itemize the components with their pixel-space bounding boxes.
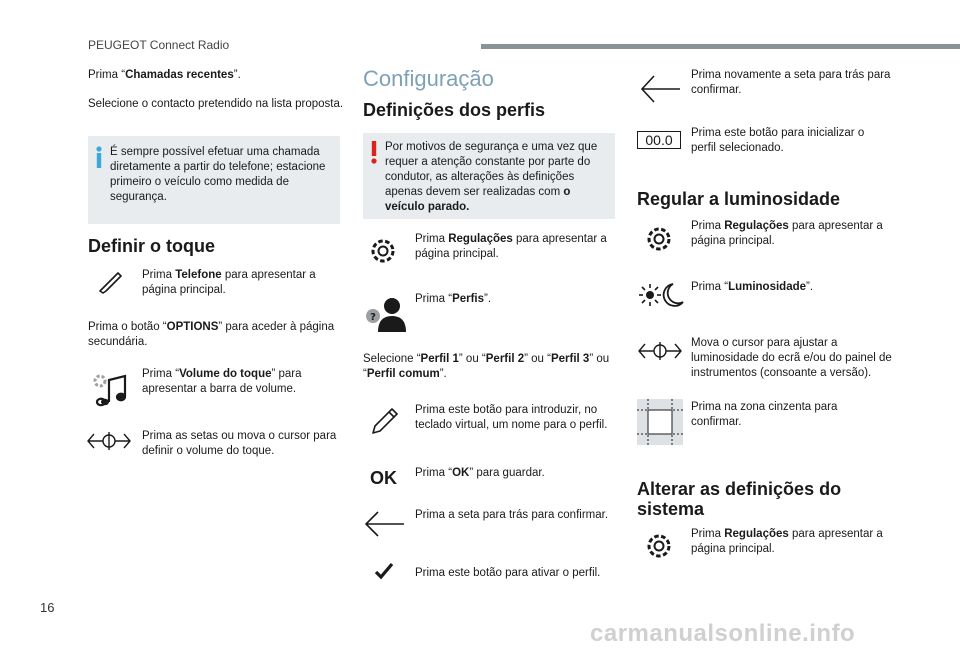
slider-arrows-icon — [637, 341, 683, 361]
reset-button-icon: 00.0 — [637, 131, 681, 149]
page-number: 16 — [40, 600, 55, 615]
back-arrow-icon — [364, 510, 406, 538]
slider-arrows-icon — [86, 431, 132, 451]
warning-icon — [371, 141, 377, 165]
col2-step5: Prima a seta para trás para confirmar. — [415, 509, 609, 521]
heading-definir-toque: Definir o toque — [88, 236, 215, 256]
back-arrow-icon — [640, 74, 682, 104]
svg-text:?: ? — [370, 312, 376, 323]
heading-regular-luminosidade: Regular a luminosidade — [637, 189, 841, 209]
settings-gear-icon — [368, 236, 398, 266]
phone-icon — [97, 272, 123, 294]
grey-zone-icon — [637, 399, 683, 445]
warning-note — [363, 133, 615, 219]
heading-alterar-definicoes: Alterar as definições do sistema — [637, 479, 842, 519]
pencil-icon — [369, 405, 401, 437]
col2-step2: Prima “Perfis”. — [415, 293, 492, 305]
settings-gear-icon — [644, 531, 674, 561]
info-note-text: É sempre possível efetuar uma chamada diretamente a partir do telefone; estacione primeiro o veículo como medida de segurança. — [110, 146, 326, 203]
col3-step6: Prima na zona cinzenta para confirmar. — [691, 401, 838, 428]
col1-step3: Prima as setas ou mova o cursor para definir o volume do toque. — [142, 430, 337, 457]
col1-p3: Prima o botão “OPTIONS” para aceder à página secundária. — [88, 321, 335, 348]
col2-step3: Prima este botão para introduzir, no teclado virtual, um nome para o perfil. — [415, 404, 608, 431]
header-title: PEUGEOT Connect Radio — [88, 38, 230, 52]
col1-p2: Selecione o contacto pretendido na lista proposta. — [88, 98, 344, 110]
info-note — [88, 136, 340, 224]
col3-step2: Prima este botão para inicializar o perfil selecionado. — [691, 127, 865, 154]
col2-step1: Prima Regulações para apresentar a página principal. — [415, 233, 607, 260]
col1-p1: Prima “Chamadas recentes”. — [88, 69, 241, 81]
brightness-icon — [639, 282, 685, 308]
ringtone-settings-icon — [91, 372, 129, 408]
settings-gear-icon — [644, 224, 674, 254]
ok-button-icon: OK — [370, 468, 397, 488]
heading-configuracao: Configuração — [363, 66, 494, 91]
col1-step2: Prima “Volume do toque” para apresentar a barra de volume. — [142, 368, 302, 395]
col2-select-profile: Selecione “Perfil 1” ou “Perfil 2” ou “Perfil 3” ou “Perfil comum”. — [363, 353, 610, 380]
info-icon — [96, 146, 102, 168]
col3-step7: Prima Regulações para apresentar a página principal. — [691, 528, 883, 555]
col2-step6: Prima este botão para ativar o perfil. — [415, 567, 601, 579]
profile-icon — [364, 296, 406, 332]
col3-step1: Prima novamente a seta para trás para confirmar. — [691, 69, 891, 96]
heading-definicoes-perfis: Definições dos perfis — [363, 100, 546, 120]
col2-step4: Prima “OK” para guardar. — [415, 467, 545, 479]
watermark: carmanualsonline.info — [590, 620, 856, 647]
warning-note-text: Por motivos de segurança e uma vez que requer a atenção constante por parte do condutor, as alterações às definições apenas devem ser realizadas com o veículo parado. — [385, 141, 598, 213]
col3-step3: Prima Regulações para apresentar a página principal. — [691, 220, 883, 247]
checkmark-icon — [374, 562, 394, 580]
col1-step1: Prima Telefone para apresentar a página principal. — [142, 269, 316, 296]
header-bar — [481, 44, 960, 49]
col3-step4: Prima “Luminosidade”. — [691, 281, 814, 293]
col3-step5: Mova o cursor para ajustar a luminosidade do ecrã e/ou do painel de instrumentos (consoante a versão). — [691, 337, 892, 379]
